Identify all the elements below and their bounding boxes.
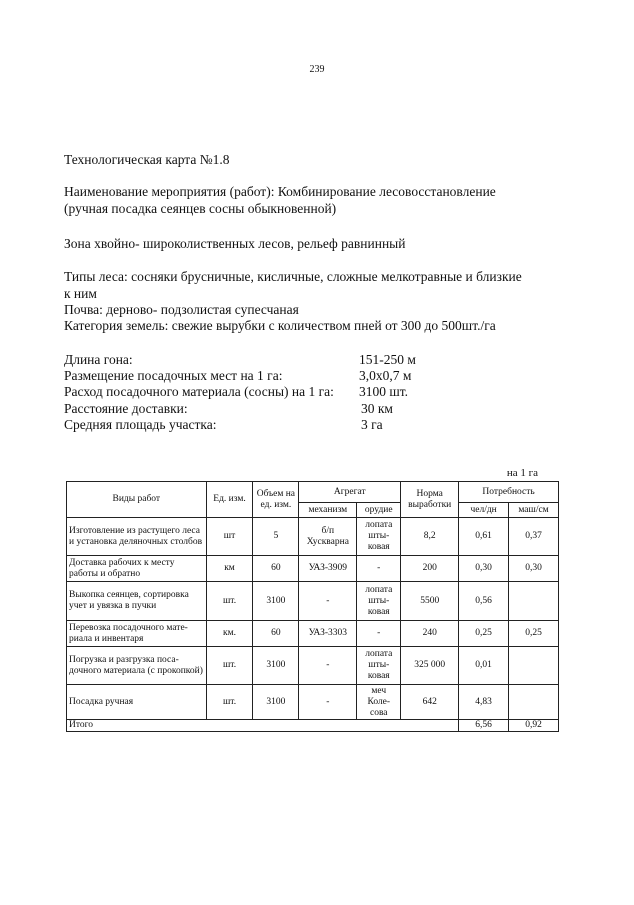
header-aggregate: Агрегат [299, 482, 401, 503]
row-man-days: 4,83 [459, 685, 509, 720]
row-tool: лопата шты-ковая [357, 647, 401, 685]
table-row [67, 582, 559, 621]
header-machine-shifts: маш/см [509, 503, 559, 518]
table-row [67, 647, 559, 685]
activity-line-2: (ручная посадка сеянцев сосны обыкновенной) [64, 201, 337, 216]
page-number: 239 [309, 64, 325, 75]
land-category-line: Категория земель: свежие вырубки с количеством пней от 300 до 500шт./га [64, 318, 496, 333]
total-row [67, 720, 559, 732]
param-label-length: Длина гона: [64, 352, 133, 367]
forest-types-line-1: Типы леса: сосняки брусничные, кисличные, сложные мелкотравные и близкие [64, 269, 522, 284]
row-tool: - [357, 621, 401, 647]
param-value-consumption: 3100 шт. [359, 384, 409, 399]
param-value-length: 151-250 м [359, 352, 416, 367]
works-table [66, 481, 559, 732]
row-norm: 8,2 [401, 518, 459, 556]
total-label: Итого [67, 720, 459, 732]
total-machine-shifts: 0,92 [509, 720, 559, 732]
header-mechanism: механизм [299, 503, 357, 518]
table-row [67, 556, 559, 582]
zone-line: Зона хвойно- широколиственных лесов, рельеф равнинный [64, 236, 406, 251]
param-value-spacing: 3,0х0,7 м [359, 368, 412, 383]
row-work: Погрузка и разгрузка поса-дочного материала (с прокопкой) [67, 647, 207, 685]
row-work: Перевозка посадочного мате-риала и инвентаря [67, 621, 207, 647]
row-volume: 3100 [253, 582, 299, 621]
row-mechanism: УАЗ-3303 [299, 621, 357, 647]
row-unit: шт. [206, 582, 253, 621]
param-value-distance: 30 км [361, 401, 393, 416]
row-tool: меч Коле-сова [357, 685, 401, 720]
row-volume: 3100 [253, 647, 299, 685]
row-work: Посадка ручная [67, 685, 207, 720]
row-machine-shifts [509, 647, 559, 685]
header-unit: Ед. изм. [206, 482, 253, 518]
row-norm: 240 [401, 621, 459, 647]
row-machine-shifts: 0,30 [509, 556, 559, 582]
header-works: Виды работ [67, 482, 207, 518]
param-label-distance: Расстояние доставки: [64, 401, 188, 416]
row-unit: км [206, 556, 253, 582]
row-work: Доставка рабочих к месту работы и обратно [67, 556, 207, 582]
forest-types-line-2: к ним [64, 286, 97, 301]
soil-line: Почва: дерново- подзолистая супесчаная [64, 302, 299, 317]
row-unit: шт [206, 518, 253, 556]
row-norm: 325 000 [401, 647, 459, 685]
param-value-area: 3 га [361, 417, 383, 432]
row-machine-shifts: 0,25 [509, 621, 559, 647]
table-row [67, 621, 559, 647]
row-mechanism: - [299, 582, 357, 621]
row-unit: км. [206, 621, 253, 647]
header-man-days: чел/дн [459, 503, 509, 518]
row-man-days: 0,25 [459, 621, 509, 647]
row-volume: 3100 [253, 685, 299, 720]
row-tool: лопата шты-ковая [357, 582, 401, 621]
row-machine-shifts: 0,37 [509, 518, 559, 556]
row-volume: 60 [253, 556, 299, 582]
row-norm: 642 [401, 685, 459, 720]
table-row [67, 518, 559, 556]
row-work: Изготовление из растущего леса и установка деляночных столбов [67, 518, 207, 556]
row-machine-shifts [509, 685, 559, 720]
row-work: Выкопка сеянцев, сортировка учет и увязка в пучки [67, 582, 207, 621]
header-volume: Объем на ед. изм. [253, 482, 299, 518]
table-row [67, 685, 559, 720]
param-label-spacing: Размещение посадочных мест на 1 га: [64, 368, 283, 383]
header-need: Потребность [459, 482, 559, 503]
row-man-days: 0,30 [459, 556, 509, 582]
row-unit: шт. [206, 647, 253, 685]
row-man-days: 0,56 [459, 582, 509, 621]
row-man-days: 0,01 [459, 647, 509, 685]
document-title: Технологическая карта №1.8 [64, 152, 230, 167]
unit-note: на 1 га [506, 467, 538, 479]
header-tool: орудие [357, 503, 401, 518]
param-label-consumption: Расход посадочного материала (сосны) на 1 га: [64, 384, 334, 399]
activity-line-1: Наименование мероприятия (работ): Комбинирование лесовосстановление [64, 184, 496, 199]
row-machine-shifts [509, 582, 559, 621]
header-norm: Норма выработки [401, 482, 459, 518]
row-mechanism: УАЗ-3909 [299, 556, 357, 582]
row-tool: - [357, 556, 401, 582]
row-unit: шт. [206, 685, 253, 720]
row-mechanism: - [299, 685, 357, 720]
row-tool: лопата шты-ковая [357, 518, 401, 556]
row-volume: 60 [253, 621, 299, 647]
row-norm: 5500 [401, 582, 459, 621]
row-volume: 5 [253, 518, 299, 556]
row-mechanism: - [299, 647, 357, 685]
total-man-days: 6,56 [459, 720, 509, 732]
param-label-area: Средняя площадь участка: [64, 417, 217, 432]
row-man-days: 0,61 [459, 518, 509, 556]
row-mechanism: б/п Хускварна [299, 518, 357, 556]
row-norm: 200 [401, 556, 459, 582]
